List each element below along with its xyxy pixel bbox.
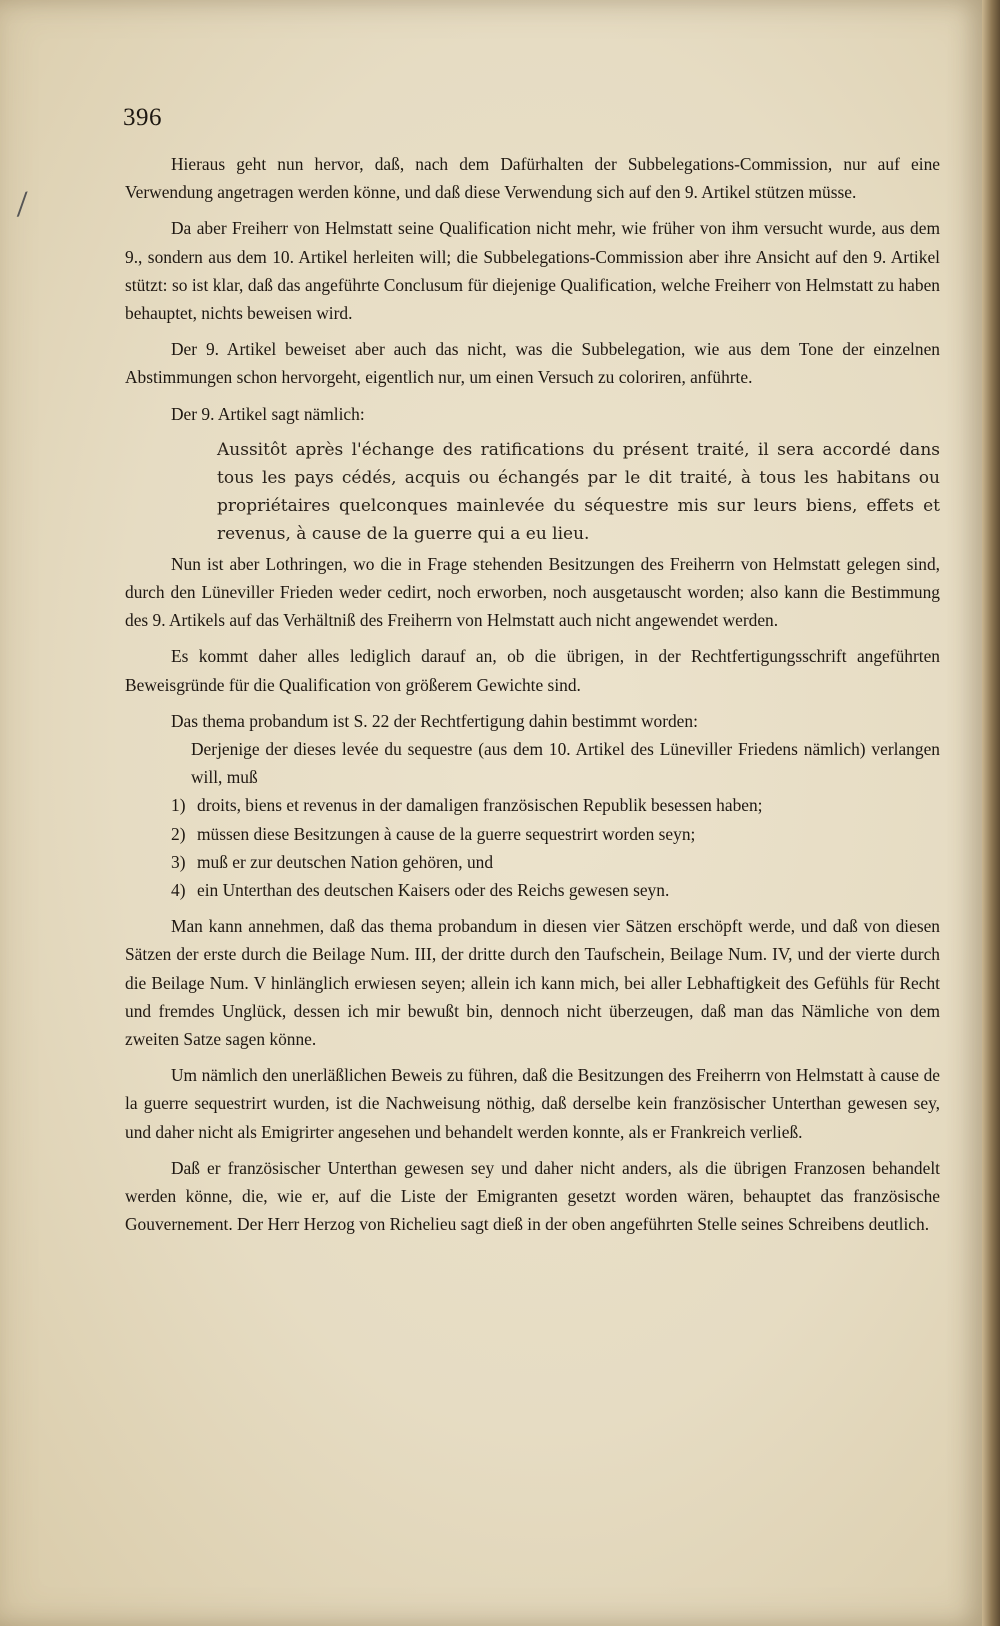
paragraph: Der 9. Artikel beweiset aber auch das nicht, was die Subbelegation, wie aus dem Tone der einzelnen Abstimmungen schon hervorgeht, eigentlich nur, um einen Versuch zu coloriren, anführte.	[125, 339, 940, 388]
list-number: 4)	[171, 880, 186, 901]
paragraph: Nun ist aber Lothringen, wo die in Frage stehenden Besitzungen des Freiherrn von Helmstatt gelegen sind, durch den Lüneviller Frieden weder cedirt, noch erworben, noch ausgetauscht worden; also kann die Bestimmung des 9. Artikels auf das Verhältniß des Freiherrn von Helmstatt auch nicht angewendet werden.	[125, 553, 940, 631]
list-text: ein Unterthan des deutschen Kaisers oder des Reichs gewesen seyn.	[197, 880, 670, 901]
page-number: 396	[123, 104, 162, 131]
list-text: droits, biens et revenus in der damaligen französischen Republik besessen haben;	[197, 795, 763, 816]
thema-lead: Derjenige der dieses levée du sequestre (aus dem 10. Artikel des Lüneviller Friedens nämlich) verlangen will, muß	[191, 739, 940, 788]
list-item	[171, 876, 940, 904]
list-text: muß er zur deutschen Nation gehören, und	[197, 851, 494, 872]
paragraph: Man kann annehmen, daß das thema probandum in diesen vier Sätzen erschöpft werde, und daß von diesen Sätzen der erste durch die Beilage Num. III, der dritte durch den Taufschein, Beilage Num. IV, und der vierte durch die Beilage Num. V hinlänglich erwiesen seyen; allein ich kann mich, bei aller Lebhaftigkeit des Gefühls für Recht und fremdes Unglück, dessen ich mir bewußt bin, dennoch nicht überzeugen, daß man das Nämliche von dem zweiten Satze sagen könne.	[125, 916, 940, 1050]
french-quotation: Aussitôt après l'échange des ratifications du présent traité, il sera accordé dans tous les pays cédés, acquis ou échangés par le dit traité, à tous les habitans ou propriétaires quelconques mainlevée du séquestre mis sur leurs biens, effets et revenus, à cause de la guerre qui a eu lieu.	[217, 439, 940, 544]
thema-intro: Das thema probandum ist S. 22 der Rechtfertigung dahin bestimmt worden:	[171, 710, 698, 731]
pencil-margin-mark: ⁄	[16, 187, 29, 224]
list-number: 3)	[171, 851, 186, 872]
page-edge	[982, 0, 1000, 1626]
list-text: müssen diese Besitzungen à cause de la guerre sequestrirt worden seyn;	[197, 823, 696, 844]
body-text	[125, 150, 940, 1247]
list-item	[171, 848, 940, 876]
list-number: 1)	[171, 795, 186, 816]
paragraph: Daß er französischer Unterthan gewesen sey und daher nicht anders, als die übrigen Franzosen behandelt werden könne, die, wie er, auf die Liste der Emigranten gesetzt worden wären, behauptet das französische Gouvernement. Der Herr Herzog von Richelieu sagt dieß in der oben angeführten Stelle seines Schreibens deutlich.	[125, 1157, 940, 1235]
paragraph: Da aber Freiherr von Helmstatt seine Qualification nicht mehr, wie früher von ihm versucht wurde, aus dem 9., sondern aus dem 10. Artikel herleiten will; die Subbelegations-Commission aber ihre Ansicht auf den 9. Artikel stützt: so ist klar, daß das angeführte Conclusum für diejenige Qualification, welche Freiherr von Helmstatt zu haben behauptet, nichts beweisen wird.	[125, 218, 940, 324]
paragraph: Der 9. Artikel sagt nämlich:	[171, 403, 365, 424]
paragraph: Um nämlich den unerläßlichen Beweis zu führen, daß die Besitzungen des Freiherrn von Helmstatt à cause de la guerre sequestrirt wurden, ist die Nachweisung nöthig, daß derselbe kein französischer Unterthan gewesen sey, und daher nicht als Emigrirter angesehen und behandelt werden konnte, als er Frankreich verließ.	[125, 1065, 940, 1142]
list-item	[171, 820, 940, 848]
list-number: 2)	[171, 823, 186, 844]
paragraph: Hieraus geht nun hervor, daß, nach dem Dafürhalten der Subbelegations-Commission, nur auf eine Verwendung angetragen werden könne, und daß diese Verwendung sich auf den 9. Artikel stützen müsse.	[125, 154, 940, 203]
thema-list	[125, 791, 940, 904]
list-item	[171, 791, 940, 819]
paragraph: Es kommt daher alles lediglich darauf an, ob die übrigen, in der Rechtfertigungsschrift angeführten Beweisgründe für die Qualification von größerem Gewichte sind.	[125, 646, 940, 695]
